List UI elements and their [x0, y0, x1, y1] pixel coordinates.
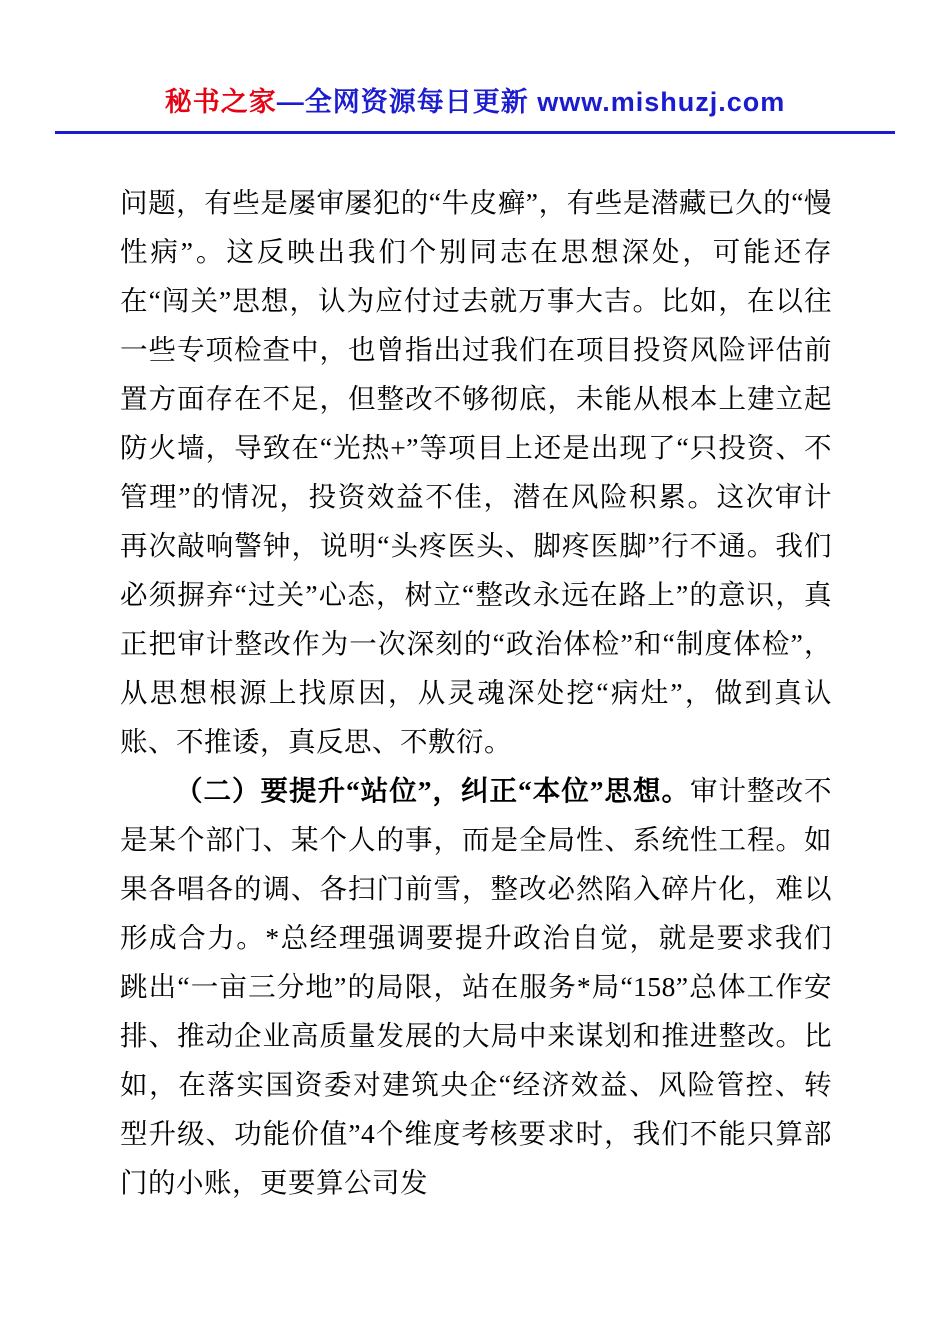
paragraph-continuation: 问题，有些是屡审屡犯的“牛皮癣”，有些是潜藏已久的“慢性病”。这反映出我们个别同志在思想深处，可能还存在“闯关”思想，认为应付过去就万事大吉。比如，在以往一些专项检查中，也曾指出过我们在项目投资风险评估前置方面存在不足，但整改不够彻底，未能从根本上建立起防火墙，导致在“光热+”等项目上还是出现了“只投资、不管理”的情况，投资效益不佳，潜在风险积累。这次审计再次敲响警钟，说明“头疼医头、脚疼医脚”行不通。我们必须摒弃“过关”心态，树立“整改永远在路上”的意识，真正把审计整改作为一次深刻的“政治体检”和“制度体检”，从思想根源上找原因，从灵魂深处挖“病灶”，做到真认账、不推诿，真反思、不敷衍。	[120, 187, 832, 757]
site-name: 秘书之家	[164, 87, 277, 117]
site-header	[0, 0, 950, 119]
document-body	[120, 178, 832, 1207]
paragraph-lead: （二）要提升“站位”，纠正“本位”思想。	[175, 775, 690, 806]
site-url: www.mishuzj.com	[537, 87, 786, 117]
site-tagline: —全网资源每日更新	[276, 87, 538, 117]
paragraph-section-two	[120, 766, 832, 1207]
paragraph-text: 审计整改不是某个部门、某个人的事，而是全局性、系统性工程。如果各唱各的调、各扫门前雪，整改必然陷入碎片化，难以形成合力。*总经理强调要提升政治自觉，就是要求我们跳出“一亩三分地”的局限，站在服务*局“158”总体工作安排、推动企业高质量发展的大局中来谋划和推进整改。比如，在落实国资委对建筑央企“经济效益、风险管控、转型升级、功能价值”4个维度考核要求时，我们不能只算部门的小账，更要算公司发	[120, 775, 832, 1198]
header-divider	[55, 131, 895, 134]
